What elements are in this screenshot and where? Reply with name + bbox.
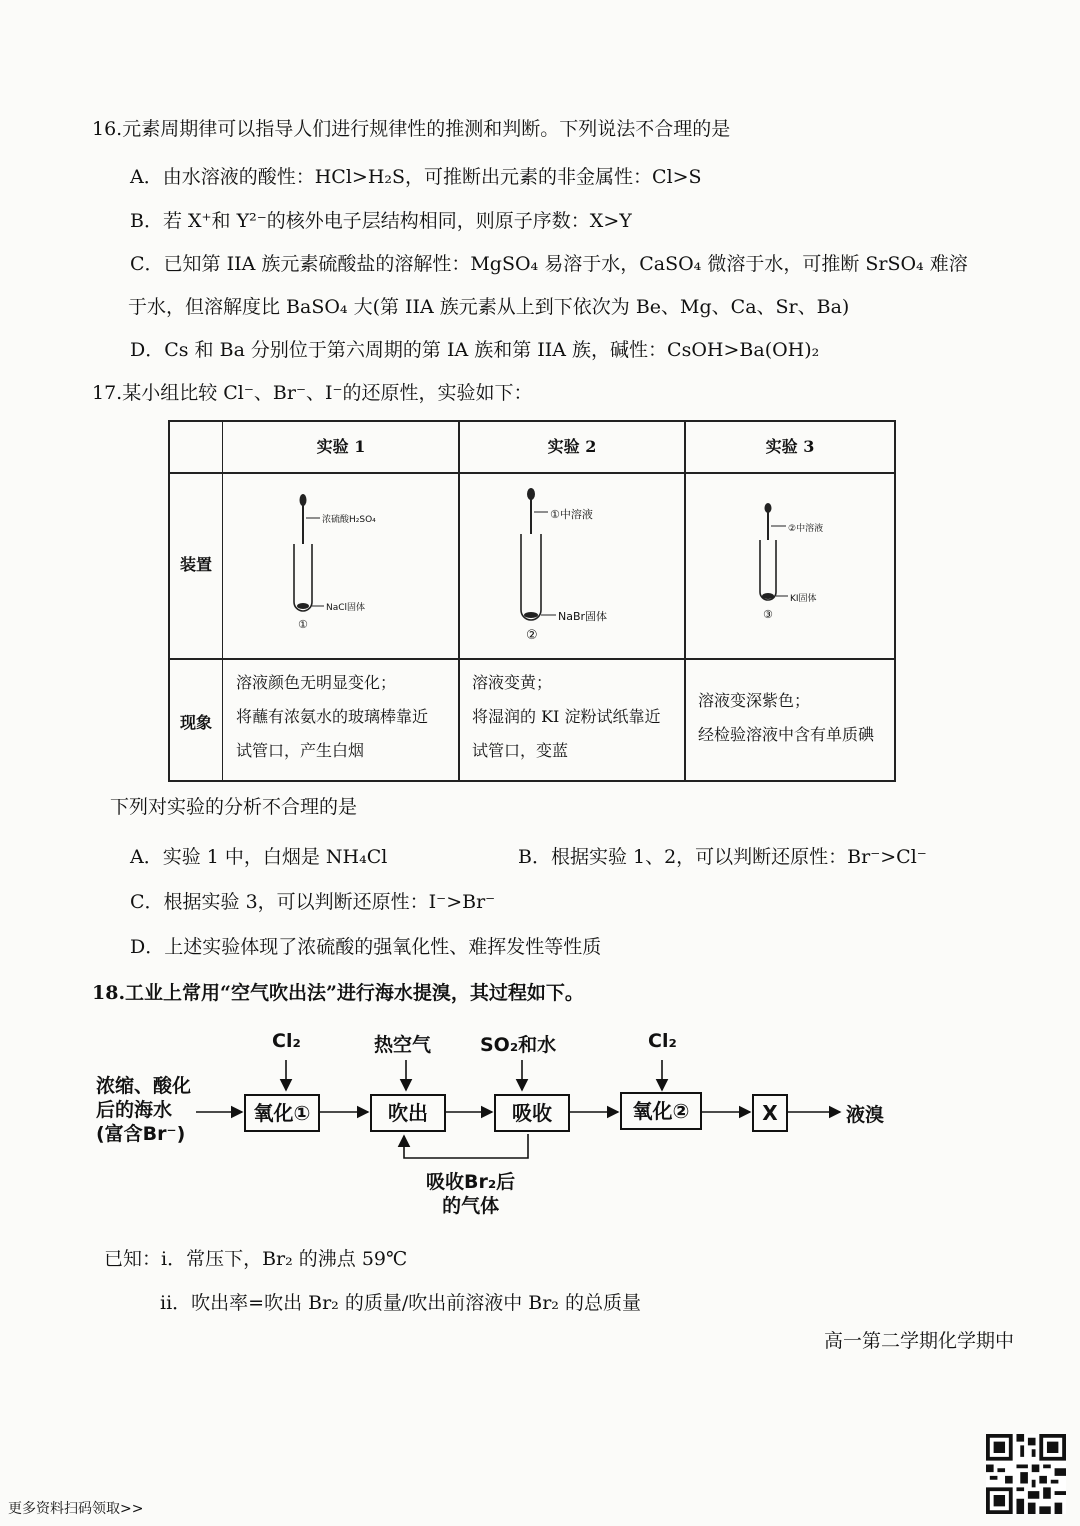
table-header-exp3: 实验 3 bbox=[765, 437, 815, 456]
box-oxidation-2: 氧化② bbox=[620, 1092, 702, 1130]
test-tube-3-icon bbox=[686, 474, 894, 658]
test-tube-2-icon bbox=[460, 474, 684, 658]
reagent-cl2-2: Cl₂ bbox=[648, 1030, 677, 1052]
q17-option-b: B．根据实验 1、2，可以判断还原性：Br⁻>Cl⁻ bbox=[518, 846, 927, 868]
exam-title-footer: 高一第二学期化学期中 bbox=[824, 1330, 1015, 1352]
box-x: X bbox=[752, 1094, 788, 1132]
tube1-number: ① bbox=[298, 618, 308, 631]
box-blow-out: 吹出 bbox=[370, 1094, 446, 1132]
tube1-top-label: 浓硫酸H₂SO₄ bbox=[322, 515, 376, 525]
loop-gas-label: 吸收Br₂后 的气体 bbox=[426, 1171, 516, 1217]
q16-stem: 16.元素周期律可以指导人们进行规律性的推测和判断。下列说法不合理的是 bbox=[92, 118, 731, 140]
q16-option-c-line2: 于水，但溶解度比 BaSO₄ 大(第 IIA 族元素从上到下依次为 Be、Mg、Ca、Sr、Ba) bbox=[128, 296, 850, 318]
tube3-bottom-label: KI固体 bbox=[790, 594, 817, 604]
table-header-exp2: 实验 2 bbox=[547, 437, 597, 456]
q17-option-a: A．实验 1 中，白烟是 NH₄Cl bbox=[130, 846, 388, 868]
q16-option-c-line1: C．已知第 IIA 族元素硫酸盐的溶解性：MgSO₄ 易溶于水，CaSO₄ 微溶于水，可推断 SrSO₄ 难溶 bbox=[130, 253, 968, 275]
apparatus-2 bbox=[460, 474, 684, 658]
q17-ask: 下列对实验的分析不合理的是 bbox=[110, 796, 358, 818]
experiment-table bbox=[168, 420, 896, 782]
test-tube-1-icon bbox=[224, 474, 458, 658]
apparatus-1 bbox=[224, 474, 458, 658]
box-oxidation-1: 氧化① bbox=[244, 1094, 320, 1132]
bromine-flow-diagram bbox=[96, 1024, 936, 1224]
tube2-bottom-label: NaBr固体 bbox=[558, 610, 608, 623]
observation-3: 溶液变深紫色； 经检验溶液中含有单质碘 bbox=[698, 691, 875, 744]
row-header-phenomenon: 现象 bbox=[180, 713, 213, 732]
qr-code-icon[interactable] bbox=[986, 1434, 1066, 1514]
observation-2: 溶液变黄； 将湿润的 KI 淀粉试纸靠近 试管口，变蓝 bbox=[472, 673, 661, 760]
more-resources-link[interactable]: 更多资料扫码领取>> bbox=[8, 1501, 144, 1517]
reagent-so2-water: SO₂和水 bbox=[480, 1034, 557, 1056]
q17-option-d: D．上述实验体现了浓硫酸的强氧化性、难挥发性等性质 bbox=[130, 936, 602, 958]
observation-1: 溶液颜色无明显变化； 将蘸有浓氨水的玻璃棒靠近 试管口，产生白烟 bbox=[236, 673, 429, 760]
q17-stem: 17.某小组比较 Cl⁻、Br⁻、I⁻的还原性，实验如下： bbox=[92, 382, 533, 404]
q16-option-b: B．若 X⁺和 Y²⁻的核外电子层结构相同，则原子序数：X>Y bbox=[130, 210, 632, 232]
table-header-exp1: 实验 1 bbox=[316, 437, 366, 456]
row-header-apparatus: 装置 bbox=[180, 555, 213, 574]
tube2-number: ② bbox=[526, 628, 538, 643]
q18-stem: 18.工业上常用“空气吹出法”进行海水提溴，其过程如下。 bbox=[92, 982, 584, 1004]
input-seawater: 浓缩、酸化 后的海水 (富含Br⁻) bbox=[96, 1075, 192, 1145]
apparatus-3 bbox=[686, 474, 894, 658]
q18-known-2: ii．吹出率=吹出 Br₂ 的质量/吹出前溶液中 Br₂ 的总质量 bbox=[160, 1292, 641, 1314]
q17-option-c: C．根据实验 3，可以判断还原性：I⁻>Br⁻ bbox=[130, 891, 496, 913]
reagent-hot-air: 热空气 bbox=[374, 1034, 432, 1056]
box-absorption: 吸收 bbox=[494, 1094, 570, 1132]
tube3-top-label: ②中溶液 bbox=[788, 524, 824, 534]
tube1-bottom-label: NaCl固体 bbox=[326, 603, 366, 613]
tube3-number: ③ bbox=[763, 608, 773, 621]
q16-option-a: A．由水溶液的酸性：HCl>H₂S，可推断出元素的非金属性：Cl>S bbox=[130, 166, 702, 188]
reagent-cl2-1: Cl₂ bbox=[272, 1030, 301, 1052]
q18-known-1: 已知：i．常压下，Br₂ 的沸点 59℃ bbox=[104, 1248, 408, 1270]
q16-option-d: D．Cs 和 Ba 分别位于第六周期的第 IA 族和第 IIA 族，碱性：CsOH>Ba(OH)₂ bbox=[130, 339, 820, 361]
output-liquid-bromine: 液溴 bbox=[846, 1104, 885, 1126]
tube2-top-label: ①中溶液 bbox=[550, 508, 593, 521]
